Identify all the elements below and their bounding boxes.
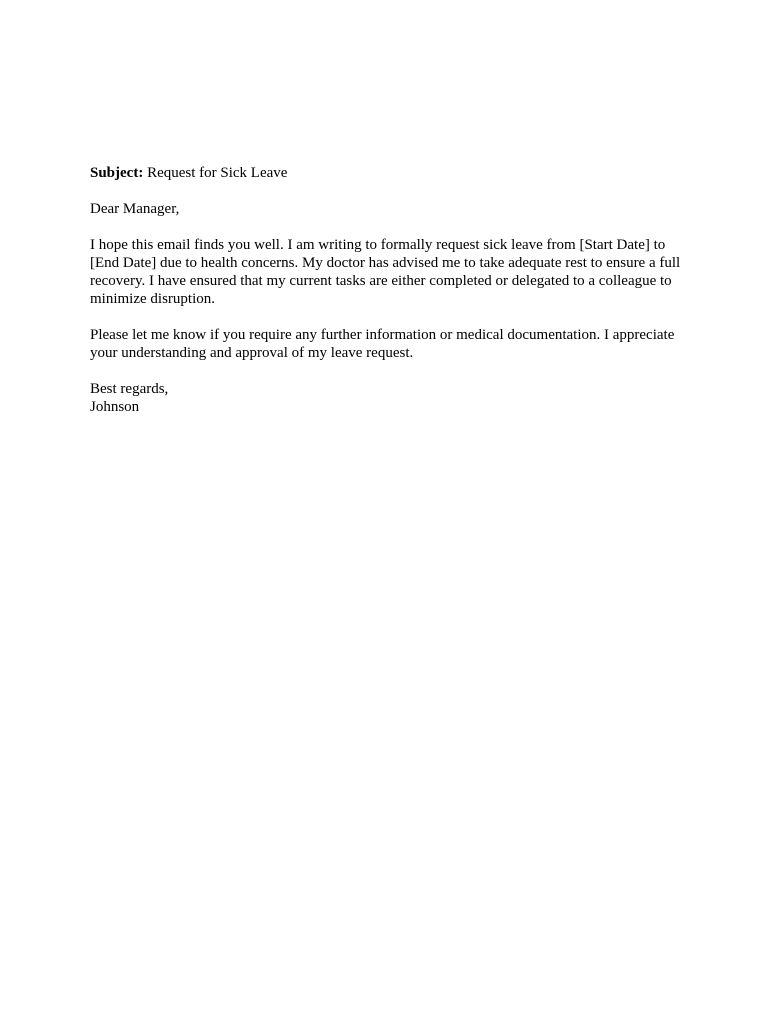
body-paragraph-2: Please let me know if you require any further information or medical documentation. I appreciate your understanding and approval of my leave request. bbox=[90, 327, 675, 361]
signature: Johnson bbox=[90, 399, 140, 415]
letter-body bbox=[90, 164, 690, 416]
subject-label: Subject: bbox=[90, 165, 144, 181]
closing: Best regards, bbox=[90, 381, 169, 397]
closing-block bbox=[90, 380, 690, 416]
salutation: Dear Manager, bbox=[90, 201, 180, 217]
subject-line bbox=[90, 164, 690, 182]
subject-text: Request for Sick Leave bbox=[147, 165, 288, 181]
body-paragraph-1: I hope this email finds you well. I am writing to formally request sick leave from [Start Date] to [End Date] due to health concerns. My doctor has advised me to take adequate rest to ensure a full recovery. I have ensured that my current tasks are either completed or delegated to a colleague to minimize disruption. bbox=[90, 237, 681, 307]
